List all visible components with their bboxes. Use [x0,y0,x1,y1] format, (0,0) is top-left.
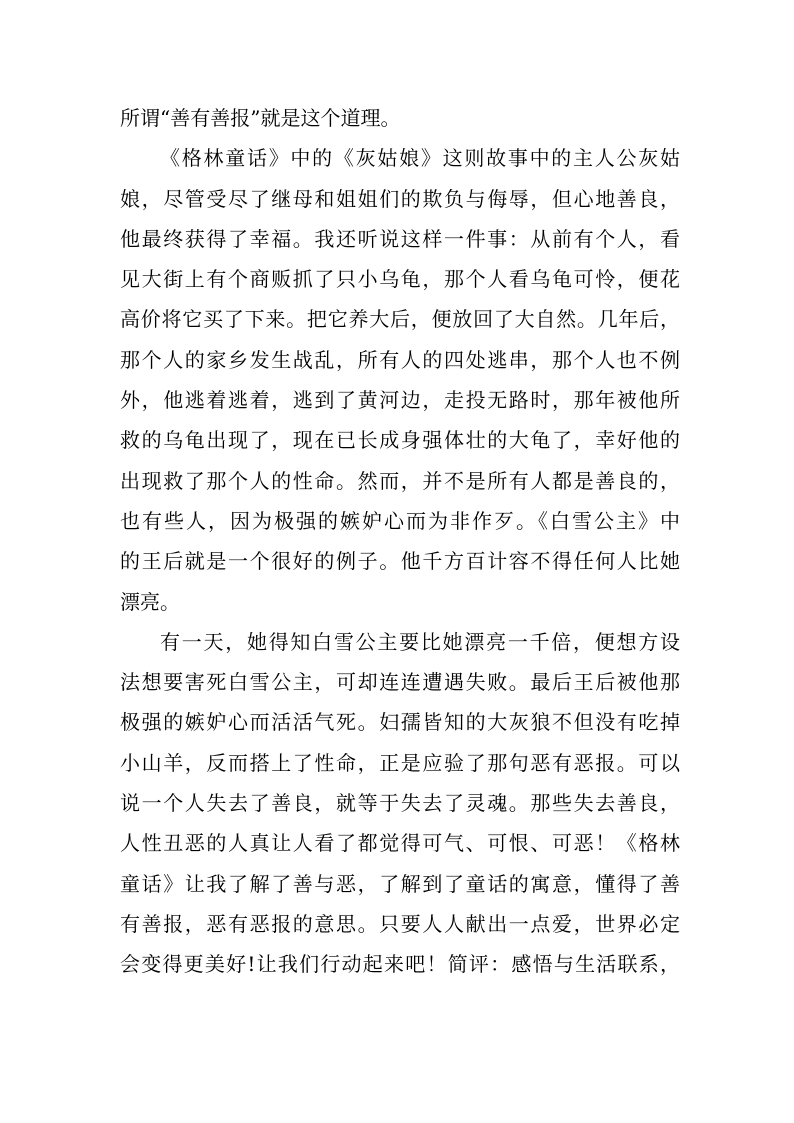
text-line: 童话》让我了解了善与恶，了解到了童话的寓意，懂得了善 [120,871,680,896]
text-line: 说一个人失去了善良，就等于失去了灵魂。那些失去善良， [120,791,680,816]
text-line: 的王后就是一个很好的例子。他千方百计容不得任何人比她 [120,549,680,574]
text-line: 法想要害死白雪公主，可却连连遭遇失败。最后王后被他那 [120,670,680,695]
text-line: 极强的嫉妒心而活活气死。妇孺皆知的大灰狼不但没有吃掉 [120,710,680,735]
text-line: 也有些人，因为极强的嫉妒心而为非作歹。《白雪公主》中 [120,508,680,533]
text-line: 《格林童话》中的《灰姑娘》这则故事中的主人公灰姑 [160,146,680,171]
text-line: 人性丑恶的人真让人看了都觉得可气、可恨、可恶！《格林 [120,831,680,856]
text-line: 小山羊，反而搭上了性命，正是应验了那句恶有恶报。可以 [120,750,680,775]
text-line: 有一天，她得知白雪公主要比她漂亮一千倍，便想方设 [160,629,680,654]
text-line: 见大街上有个商贩抓了只小乌龟，那个人看乌龟可怜，便花 [120,267,680,292]
text-line: 有善报，恶有恶报的意思。只要人人献出一点爱，世界必定 [120,911,680,936]
text-line: 所谓“善有善报”就是这个道理。 [120,106,401,130]
text-line: 他最终获得了幸福。我还听说这样一件事：从前有个人，看 [120,226,680,251]
essay-body [120,98,680,985]
text-line: 救的乌龟出现了，现在已长成身强体壮的大龟了，幸好他的 [120,428,680,453]
text-line: 高价将它买了下来。把它养大后，便放回了大自然。几年后， [120,307,680,332]
text-line: 出现救了那个人的性命。然而，并不是所有人都是善良的， [120,468,680,493]
text-line: 那个人的家乡发生战乱，所有人的四处逃串，那个人也不例 [120,347,680,372]
text-line: 外，他逃着逃着，逃到了黄河边，走投无路时，那年被他所 [120,388,680,413]
text-line: 漂亮。 [120,589,180,614]
text-line: 娘，尽管受尽了继母和姐姐们的欺负与侮辱，但心地善良， [120,186,680,211]
text-line: 会变得更美好!让我们行动起来吧！简评：感悟与生活联系， [120,952,680,977]
